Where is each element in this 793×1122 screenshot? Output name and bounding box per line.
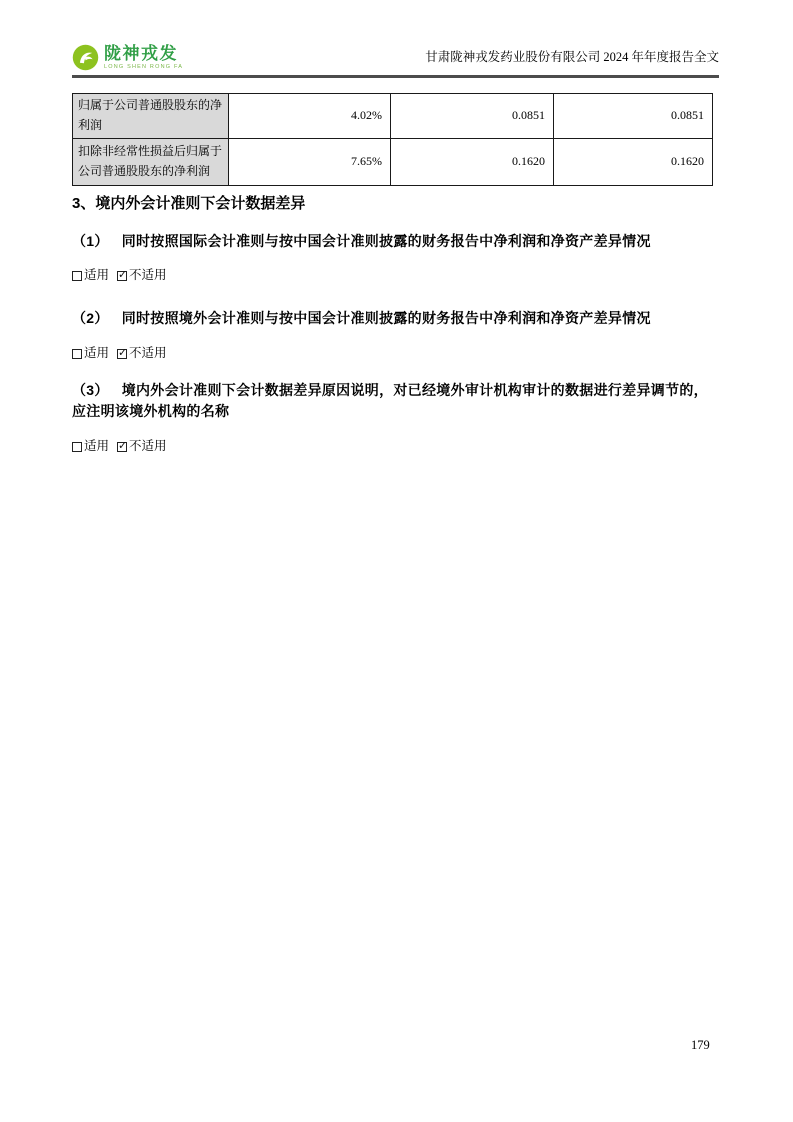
applicable-label: 适用 [84, 268, 110, 282]
company-logo [72, 44, 183, 71]
applicable-option [72, 268, 109, 283]
subsection-title-2 [72, 308, 719, 329]
subsection-title-3 [72, 380, 719, 421]
applicability-line-2 [72, 346, 167, 361]
brand-name-en: LONG SHEN RONG FA [104, 63, 184, 70]
row-label: 扣除非经常性损益后归属于公司普通股股东的净利润 [73, 138, 229, 185]
page-header [72, 44, 719, 78]
applicable-option [72, 439, 109, 454]
checkbox-checked-icon [117, 438, 128, 452]
check-icon: ✓ [118, 438, 128, 452]
section-heading: 3、境内外会计准则下会计数据差异 [72, 195, 306, 212]
row-label: 归属于公司普通股股东的净利润 [73, 94, 229, 139]
table-cell: 0.1620 [554, 138, 713, 185]
applicable-option [72, 346, 109, 361]
subsection-index: （2） [72, 310, 109, 326]
table-row [73, 138, 713, 185]
not-applicable-option [117, 439, 167, 454]
not-applicable-label: 不适用 [129, 346, 167, 360]
subsection-index: （1） [72, 233, 109, 249]
subsection-index: （3） [72, 382, 109, 398]
subsection-title-1 [72, 231, 719, 252]
check-icon: ✓ [118, 267, 128, 281]
checkbox-checked-icon [117, 267, 128, 281]
table-row [73, 94, 713, 139]
subsection-text: 境内外会计准则下会计数据差异原因说明，对已经境外审计机构审计的数据进行差异调节的，应注明该境外机构的名称 [72, 382, 708, 419]
table-cell: 0.0851 [391, 94, 554, 139]
brand-name-cn: 陇神戎发 [104, 43, 178, 63]
logo-icon [72, 44, 99, 71]
applicability-line-1 [72, 268, 167, 283]
checkbox-checked-icon [117, 345, 128, 359]
not-applicable-label: 不适用 [129, 439, 167, 453]
table-cell: 7.65% [229, 138, 391, 185]
table-cell: 4.02% [229, 94, 391, 139]
table-cell: 0.0851 [554, 94, 713, 139]
subsection-text: 同时按照境外会计准则与按中国会计准则披露的财务报告中净利润和净资产差异情况 [121, 310, 651, 326]
not-applicable-label: 不适用 [129, 268, 167, 282]
check-icon: ✓ [118, 345, 128, 359]
table-cell: 0.1620 [391, 138, 554, 185]
applicability-line-3 [72, 439, 167, 454]
checkbox-unchecked-icon [72, 271, 82, 281]
metrics-table [72, 93, 713, 186]
report-title: 甘肃陇神戎发药业股份有限公司 2024 年年度报告全文 [425, 49, 719, 64]
applicable-label: 适用 [84, 346, 110, 360]
not-applicable-option [117, 268, 167, 283]
subsection-text: 同时按照国际会计准则与按中国会计准则披露的财务报告中净利润和净资产差异情况 [121, 233, 651, 249]
not-applicable-option [117, 346, 167, 361]
page-number: 179 [691, 1038, 710, 1052]
checkbox-unchecked-icon [72, 442, 82, 452]
checkbox-unchecked-icon [72, 349, 82, 359]
applicable-label: 适用 [84, 439, 110, 453]
